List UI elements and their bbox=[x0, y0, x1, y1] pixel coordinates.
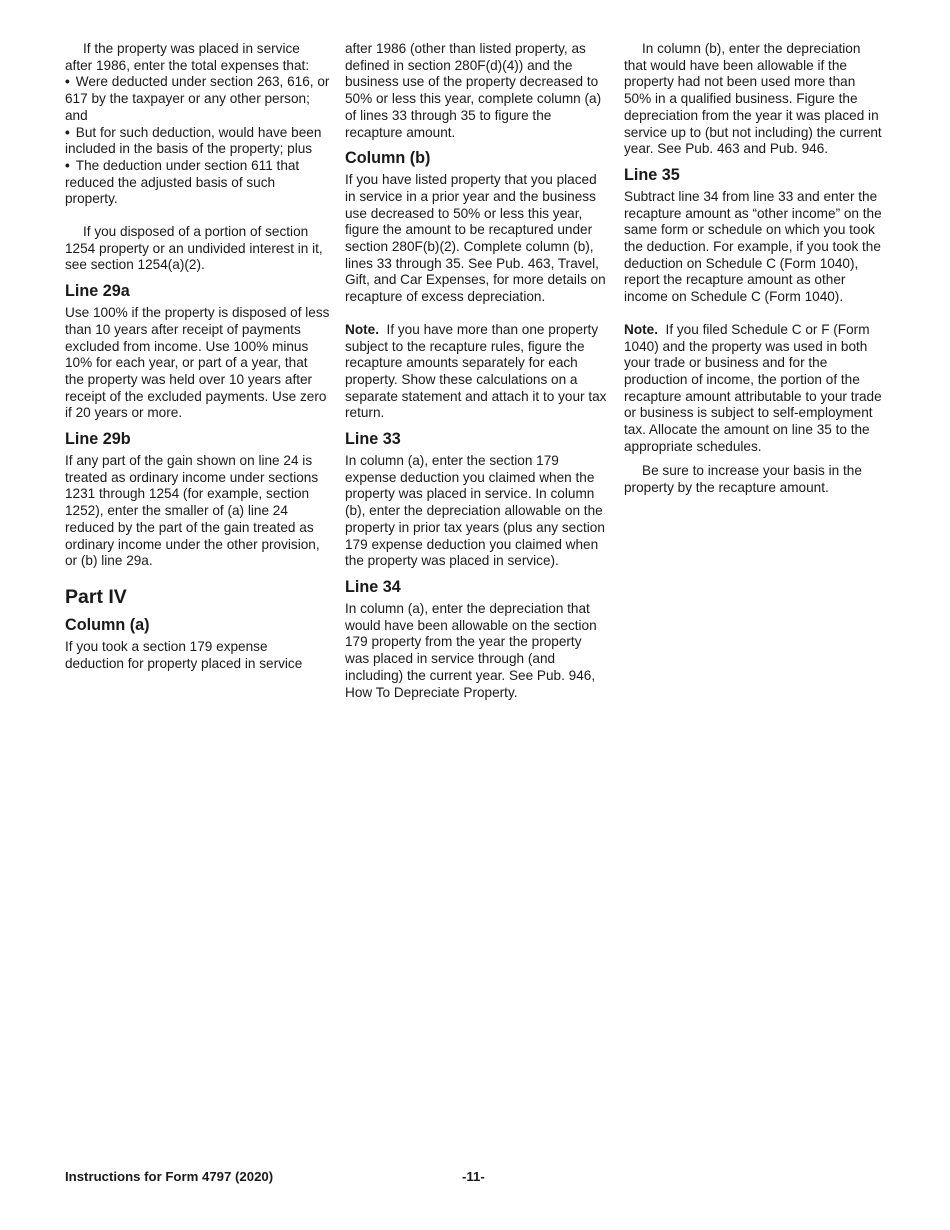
column-a-text: If you took a section 179 expense deduction for property placed in service bbox=[65, 638, 303, 671]
line-35-text: Subtract line 34 from line 33 and enter the recapture amount as “other income” on the same form or schedule on which you took the deduction. For example, if you took the deduction on Schedule C (Form 1040), report the recapture amount as other income on Schedule C (Form 1040). bbox=[624, 188, 882, 305]
note-label: Note. bbox=[624, 321, 658, 337]
line-33-text: In column (a), enter the section 179 expense deduction you claimed when the property was placed in service. In column (b), enter the depreciation allowable on the property in prior tax years (plus any section 179 expense deduction you claimed when the property was placed in service). bbox=[345, 453, 605, 569]
note-text: If you filed Schedule C or F (Form 1040) and the property was used in both your trade or business and for the production of income, the portion of the recapture amount attributable to your trade or business is subject to self-employment tax. Allocate the amount on line 35 to the appropriate schedules. bbox=[624, 321, 882, 454]
bullet-item: • The deduction under section 611 that reduced the adjusted basis of such property. bbox=[65, 158, 330, 208]
heading-line-34: Line 34 bbox=[345, 577, 401, 596]
column-left bbox=[65, 41, 330, 672]
line-29a-text: Use 100% if the property is disposed of less than 10 years after receipt of payments excluded from income. Use 100% minus 10% for each year, or part of a year, that the property was held over 10 years after receipt of the excluded payments. Use zero if 20 years or more. bbox=[65, 305, 330, 421]
paragraph: If the property was placed in service after 1986, enter the total expenses that: bbox=[65, 41, 310, 73]
bullet-item: • But for such deduction, would have been included in the basis of the property; plus bbox=[65, 125, 330, 158]
column-right bbox=[624, 41, 886, 497]
column-b-text: If you have listed property that you placed in service in a prior year and the business use decreased to 50% or less this year, figure the amount to be recaptured under section 280F(b)(2). Complete column (b), lines 33 through 35. See Pub. 463, Travel, Gift, and Car Expenses, for more details on recapture of excess depreciation. bbox=[345, 172, 606, 305]
note-paragraph bbox=[624, 322, 886, 456]
line-29b-text: If any part of the gain shown on line 24 is treated as ordinary income under sections 1231 through 1254 (for example, section 1252), enter the smaller of (a) line 24 reduced by the part of the gain treated as ordinary income under the other provision, or (b) line 29a. bbox=[65, 453, 320, 569]
note-paragraph bbox=[345, 322, 607, 422]
note-text: If you have more than one property subject to the recapture rules, figure the recapture amounts separately for each property. Show these calculations on a separate statement and attach it to your tax return. bbox=[345, 321, 607, 421]
heading-line-35: Line 35 bbox=[624, 165, 680, 184]
heading-line-33: Line 33 bbox=[345, 430, 401, 449]
heading-column-a: Column (a) bbox=[65, 615, 150, 634]
footer-form-title: Instructions for Form 4797 (2020) bbox=[65, 1169, 274, 1184]
paragraph: If you disposed of a portion of section 1254 property or an undivided interest in it, see section 1254(a)(2). bbox=[65, 224, 323, 273]
note-label: Note. bbox=[345, 321, 379, 337]
line-34-text: In column (a), enter the depreciation that would have been allowable on the section 179 property from the year the property was placed in service through (and including) the current year. See Pub. 946, How To Depreciate Property. bbox=[345, 600, 597, 700]
heading-column-b: Column (b) bbox=[345, 149, 431, 168]
heading-line-29b: Line 29b bbox=[65, 430, 131, 449]
paragraph: Be sure to increase your basis in the property by the recapture amount. bbox=[624, 463, 862, 496]
paragraph: In column (b), enter the depreciation that would have been allowable if the property had not been used more than 50% in a qualified business. Figure the depreciation from the year it was placed in service up to (but not including) the current year. See Pub. 463 and Pub. 946. bbox=[624, 41, 882, 157]
footer-page-number: -11- bbox=[462, 1169, 485, 1184]
paragraph-continued: after 1986 (other than listed property, as defined in section 280F(d)(4)) and the business use of the property decreased to 50% or less this year, complete column (a) of lines 33 through 35 to figure the recapture amount. bbox=[345, 41, 602, 140]
heading-line-29a: Line 29a bbox=[65, 282, 130, 301]
bullet-item: • Were deducted under section 263, 616, or 617 by the taxpayer or any other person; and bbox=[65, 74, 330, 124]
heading-part-iv: Part IV bbox=[65, 585, 127, 608]
column-middle bbox=[345, 41, 607, 701]
